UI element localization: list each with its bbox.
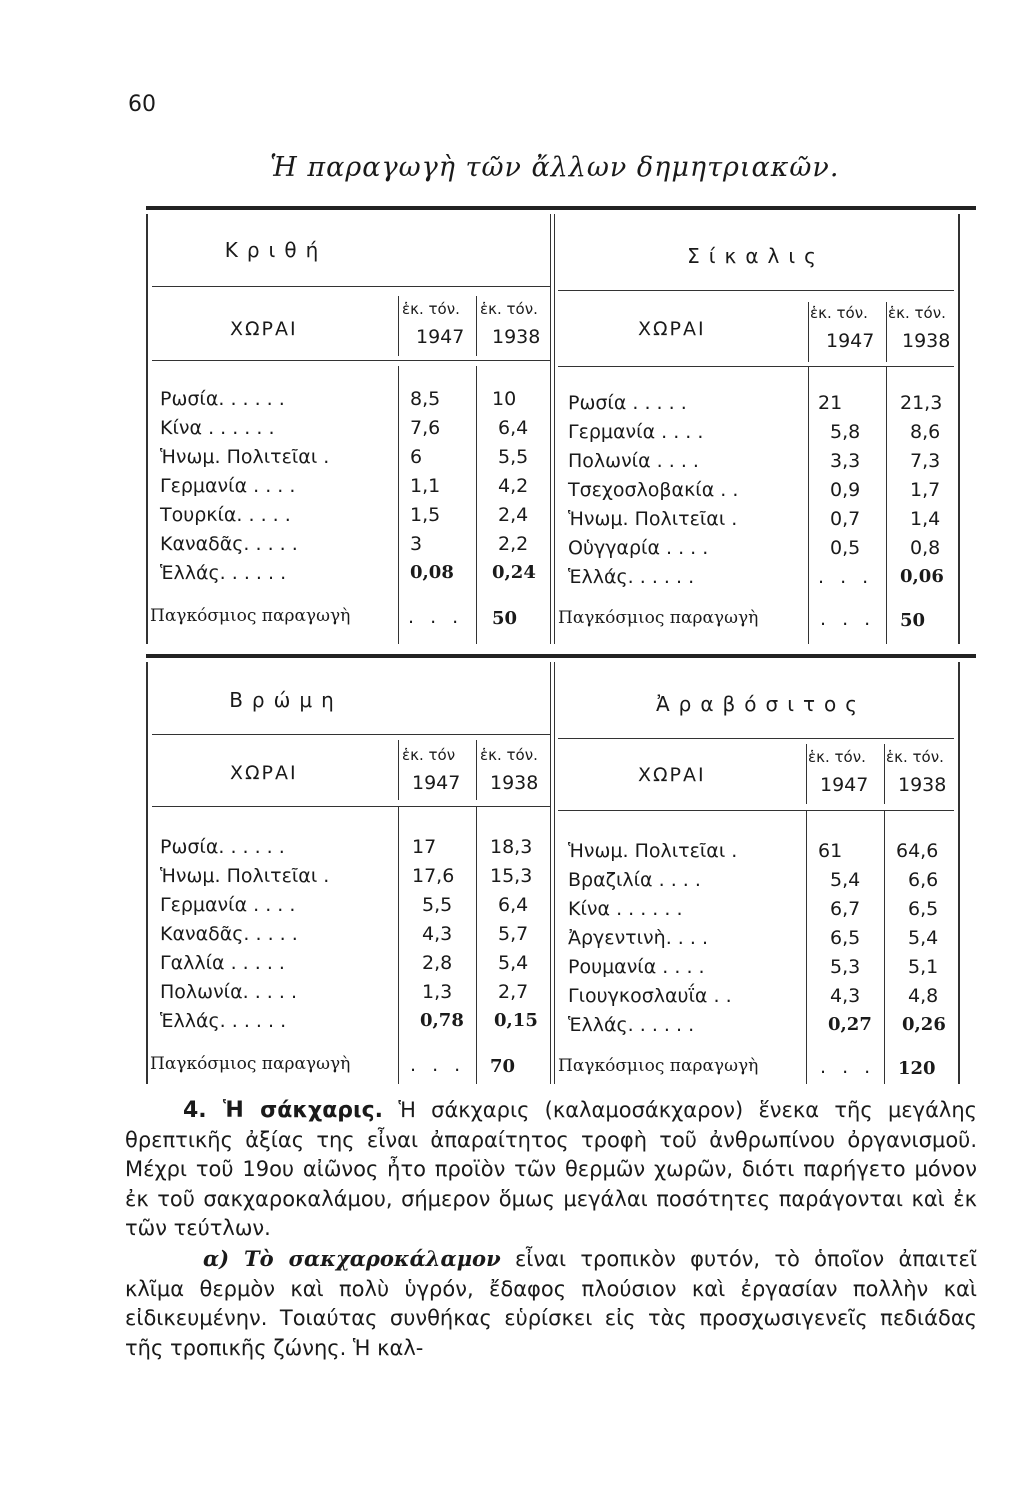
value-1938: 6,4	[498, 417, 529, 439]
value-1947: 4,3	[830, 985, 861, 1007]
value-1947: 5,8	[830, 421, 861, 443]
top-rule	[146, 206, 976, 210]
table-row	[146, 923, 546, 952]
value-1947: 6	[410, 446, 423, 468]
rule	[558, 738, 954, 739]
value-1947: 6,5	[830, 927, 861, 949]
frame-right	[958, 214, 960, 644]
total-1938: 120	[898, 1058, 936, 1079]
header-unit-1947: ἑκ. τόν	[402, 746, 456, 764]
value-1947: 7,6	[410, 417, 441, 439]
country-cell: Γερμανία . . . .	[160, 894, 296, 916]
country-cell: Κίνα . . . . . .	[160, 417, 275, 439]
value-1947: 1,1	[410, 475, 441, 497]
col-rule	[398, 296, 399, 356]
country-cell: Πολωνία . . . .	[568, 450, 699, 472]
country-cell: Ἑλλάς. . . . . .	[568, 566, 695, 588]
country-cell: Καναδᾶς. . . . .	[160, 533, 298, 555]
table-row	[146, 981, 546, 1010]
section-heading: 4. Ἡ σάκχαρις.	[183, 1098, 384, 1123]
paragraph-sugar	[125, 1096, 977, 1244]
table-row	[556, 450, 956, 479]
country-cell: Ἡνωμ. Πολιτεῖαι .	[160, 865, 330, 887]
country-cell: Βραζιλία . . . .	[568, 869, 701, 891]
table-row	[556, 508, 956, 537]
col-rule	[398, 740, 399, 800]
country-cell: Οὑγγαρία . . . .	[568, 537, 709, 559]
total-1947: . . .	[820, 1056, 876, 1078]
value-1938: 4,2	[498, 475, 529, 497]
value-1938: 1,7	[910, 479, 941, 501]
table-block-barley-rye	[146, 206, 960, 646]
value-1938: 7,3	[910, 450, 941, 472]
value-1938: 0,24	[492, 562, 536, 583]
value-1938: 5,1	[908, 956, 939, 978]
header-unit-1938: ἑκ. τόν.	[886, 748, 944, 766]
value-1938: 2,7	[498, 981, 529, 1003]
frame-right	[958, 662, 960, 1084]
value-1947: 17,6	[412, 865, 455, 887]
value-1947: 0,7	[830, 508, 861, 530]
table-row	[146, 952, 546, 981]
value-1947: 5,4	[830, 869, 861, 891]
table-row	[146, 446, 546, 475]
total-1938: 50	[492, 608, 518, 629]
total-label: Παγκόσμιος παραγωγὴ	[150, 606, 351, 626]
page-number: 60	[128, 92, 156, 117]
value-1947: 1,5	[410, 504, 441, 526]
country-cell: Γερμανία . . . .	[160, 475, 296, 497]
value-1938: 5,5	[498, 446, 529, 468]
value-1947: 17	[412, 836, 437, 858]
value-1938: 18,3	[490, 836, 533, 858]
value-1938: 0,06	[900, 566, 944, 587]
col-rule	[884, 744, 885, 804]
country-cell: Ἑλλάς. . . . . .	[568, 1014, 695, 1036]
rule	[558, 366, 954, 367]
value-1938: 6,5	[908, 898, 939, 920]
country-cell: Τουρκία. . . . .	[160, 504, 291, 526]
table-row	[556, 869, 956, 898]
table-row	[556, 537, 956, 566]
table-row	[146, 1010, 546, 1039]
country-cell: Ἑλλάς. . . . . .	[160, 562, 287, 584]
country-cell: Ἡνωμ. Πολιτεῖαι .	[160, 446, 330, 468]
table-row	[556, 927, 956, 956]
value-1947: 5,3	[830, 956, 861, 978]
value-1938: 8,6	[910, 421, 941, 443]
header-year-1947: 1947	[416, 326, 465, 348]
crop-title-maize: Ἀραβόσιτος	[655, 692, 867, 716]
rule	[152, 734, 550, 735]
value-1947: 0,08	[410, 562, 454, 583]
header-year-1938: 1938	[492, 326, 541, 348]
paragraph-sugarcane	[125, 1244, 977, 1363]
table-row	[556, 1014, 956, 1043]
divider	[554, 662, 555, 1084]
country-cell: Γερμανία . . . .	[568, 421, 704, 443]
header-unit-1938: ἑκ. τόν.	[480, 746, 538, 764]
table-row	[556, 985, 956, 1014]
col-rule	[476, 296, 477, 356]
body-text	[125, 1096, 977, 1363]
crop-title-barley: Κριθή	[224, 238, 328, 262]
header-countries: ΧΩΡΑΙ	[638, 764, 706, 786]
crop-title-rye: Σίκαλις	[687, 244, 825, 268]
value-1947: 6,7	[830, 898, 861, 920]
total-1938: 70	[490, 1056, 516, 1077]
rule	[152, 286, 550, 287]
table-row	[556, 898, 956, 927]
divider	[550, 662, 551, 1084]
value-1938: 0,15	[494, 1010, 538, 1031]
table-row	[556, 956, 956, 985]
value-1938: 1,4	[910, 508, 941, 530]
total-1947: . . .	[410, 1054, 466, 1076]
value-1947: 21	[818, 392, 843, 414]
divider	[554, 214, 555, 644]
table-row	[146, 504, 546, 533]
value-1947: 61	[818, 840, 843, 862]
country-cell: Καναδᾶς. . . . .	[160, 923, 298, 945]
table-row	[146, 388, 546, 417]
total-1947: . . .	[408, 606, 464, 628]
table-row	[146, 533, 546, 562]
header-countries: ΧΩΡΑΙ	[230, 762, 298, 784]
header-countries: ΧΩΡΑΙ	[230, 318, 298, 340]
total-label: Παγκόσμιος παραγωγὴ	[558, 608, 759, 628]
value-1938: 0,8	[910, 537, 941, 559]
rule	[152, 806, 550, 807]
header-unit-1947: ἑκ. τόν.	[402, 300, 460, 318]
value-1947: . . .	[818, 566, 874, 588]
table-row	[556, 840, 956, 869]
value-1938: 6,4	[498, 894, 529, 916]
value-1947: 0,78	[420, 1010, 464, 1031]
value-1938: 0,26	[902, 1014, 946, 1035]
header-unit-1947: ἑκ. τόν.	[808, 748, 866, 766]
header-year-1938: 1938	[490, 772, 539, 794]
total-label: Παγκόσμιος παραγωγὴ	[150, 1054, 351, 1074]
value-1947: 3,3	[830, 450, 861, 472]
table-row	[146, 865, 546, 894]
value-1938: 4,8	[908, 985, 939, 1007]
top-rule	[146, 654, 976, 658]
value-1947: 0,27	[828, 1014, 872, 1035]
header-unit-1938: ἑκ. τόν.	[480, 300, 538, 318]
value-1938: 15,3	[490, 865, 533, 887]
header-unit-1938: ἑκ. τόν.	[888, 304, 946, 322]
table-row	[556, 566, 956, 595]
table-row	[146, 417, 546, 446]
col-rule	[806, 744, 807, 804]
table-row	[556, 392, 956, 421]
page-title: Ἡ παραγωγὴ τῶν ἄλλων δημητριακῶν.	[270, 152, 840, 183]
value-1938: 21,3	[900, 392, 943, 414]
header-year-1947: 1947	[820, 774, 869, 796]
table-row	[146, 894, 546, 923]
country-cell: Γαλλία . . . . .	[160, 952, 285, 974]
value-1947: 0,9	[830, 479, 861, 501]
divider	[550, 214, 551, 644]
value-1947: 4,3	[422, 923, 453, 945]
country-cell: Ἡνωμ. Πολιτεῖαι .	[568, 508, 738, 530]
header-year-1938: 1938	[902, 330, 951, 352]
country-cell: Ἡνωμ. Πολιτεῖαι .	[568, 840, 738, 862]
header-year-1947: 1947	[412, 772, 461, 794]
col-rule	[476, 740, 477, 800]
total-label: Παγκόσμιος παραγωγὴ	[558, 1056, 759, 1076]
country-cell: Πολωνία. . . . .	[160, 981, 297, 1003]
total-1947: . . .	[820, 608, 876, 630]
rule	[152, 360, 550, 361]
value-1947: 8,5	[410, 388, 441, 410]
country-cell: Ρωσία . . . . .	[568, 392, 687, 414]
country-cell: Ρουμανία . . . .	[568, 956, 705, 978]
country-cell: Ἀργεντινὴ. . . .	[568, 927, 708, 949]
col-rule	[808, 302, 809, 362]
subsection-heading: α) Τὸ σακχαροκάλαμον	[203, 1245, 501, 1271]
table-row	[146, 562, 546, 591]
paragraph-text: εἶναι τροπικὸν φυτόν, τὸ ὁποῖον ἀπαιτεῖ κλῖμα θερμὸν καὶ πολὺ ὑγρόν, ἔδαφος πλούσιον καὶ ἐργασίαν πολλὴν καὶ εἰδικευμένην. Τοιαύτας συνθήκας εὑρίσκει εἰς τὰς προσχωσιγενεῖς πεδιάδας τῆς τροπικῆς ζώνης. Ἡ καλ-	[125, 1246, 977, 1360]
value-1938: 6,6	[908, 869, 939, 891]
country-cell: Ἑλλάς. . . . . .	[160, 1010, 287, 1032]
paragraph-text: Ἡ σάκχαρις (καλαμοσάκχαρον) ἕνεκα τῆς μεγάλης θρεπτικῆς ἀξίας της εἶναι ἀπαραίτητος τροφὴ τοῦ ἀνθρωπίνου ὀργανισμοῦ. Μέχρι τοῦ 19ου αἰῶνος ἦτο προϊὸν τῶν θερμῶν χωρῶν, διότι παρήγετο μόνον ἐκ τοῦ σακχαροκαλάμου, σήμερον ὅμως μεγάλαι ποσότητες παράγονται καὶ ἐκ τῶν τεύτλων.	[125, 1098, 977, 1241]
value-1947: 2,8	[422, 952, 453, 974]
table-row	[556, 479, 956, 508]
value-1947: 5,5	[422, 894, 453, 916]
table-row	[146, 836, 546, 865]
value-1938: 2,4	[498, 504, 529, 526]
value-1938: 5,4	[498, 952, 529, 974]
header-year-1938: 1938	[898, 774, 947, 796]
value-1947: 1,3	[422, 981, 453, 1003]
table-row	[146, 475, 546, 504]
value-1947: 0,5	[830, 537, 861, 559]
rule	[558, 810, 954, 811]
value-1938: 2,2	[498, 533, 529, 555]
country-cell: Γιουγκοσλαυΐα . .	[568, 985, 732, 1007]
col-rule	[886, 302, 887, 362]
country-cell: Ρωσία. . . . . .	[160, 836, 285, 858]
total-1938: 50	[900, 610, 926, 631]
value-1938: 5,7	[498, 923, 529, 945]
value-1938: 64,6	[896, 840, 939, 862]
value-1938: 5,4	[908, 927, 939, 949]
table-row	[556, 421, 956, 450]
header-unit-1947: ἑκ. τόν.	[810, 304, 868, 322]
value-1947: 3	[410, 533, 423, 555]
header-year-1947: 1947	[826, 330, 875, 352]
country-cell: Κίνα . . . . . .	[568, 898, 683, 920]
value-1938: 10	[492, 388, 517, 410]
table-block-oats-maize	[146, 654, 960, 1086]
header-countries: ΧΩΡΑΙ	[638, 318, 706, 340]
crop-title-oats: Βρώμη	[229, 688, 343, 712]
country-cell: Τσεχοσλοβακία . .	[568, 479, 739, 501]
rule	[558, 290, 954, 291]
country-cell: Ρωσία. . . . . .	[160, 388, 285, 410]
